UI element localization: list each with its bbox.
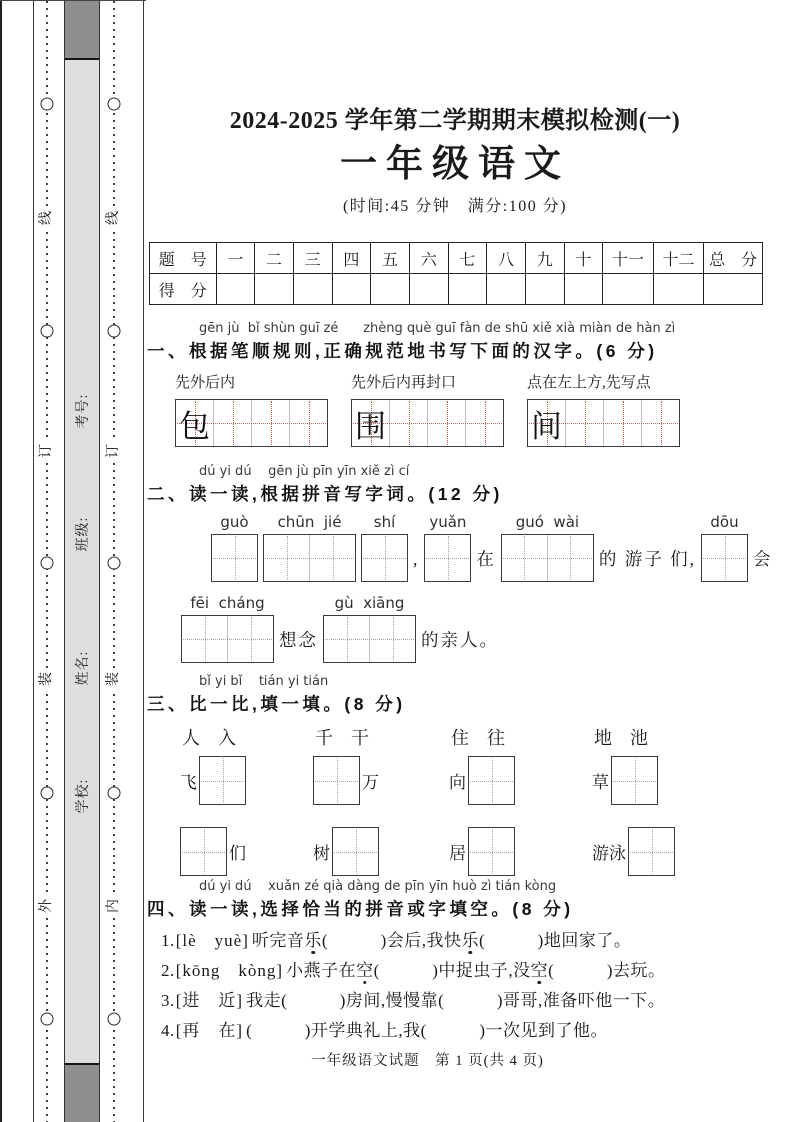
pinyin-box-unit xyxy=(263,513,356,582)
item-options: [进 近] xyxy=(175,991,244,1010)
pinyin-label: yuǎn xyxy=(429,513,467,531)
pinyin-box-unit xyxy=(701,513,748,582)
model-character: 围 xyxy=(355,408,386,444)
compare-group xyxy=(180,726,313,876)
binding-char: 订 xyxy=(105,441,123,461)
score-table-header-cell: 八 xyxy=(487,243,526,274)
item-options: [lè yuè] xyxy=(175,931,249,950)
writing-group xyxy=(351,373,503,447)
student-info-strip xyxy=(64,1,100,1122)
binding-circle xyxy=(108,787,121,800)
score-cell xyxy=(216,274,255,305)
answer-grid xyxy=(313,756,360,805)
score-table-header-cell: 六 xyxy=(409,243,448,274)
binding-circle xyxy=(108,325,121,338)
grid-cell xyxy=(324,616,370,662)
grid-cell xyxy=(370,616,415,662)
pinyin-box-unit xyxy=(211,513,258,582)
grid-cell xyxy=(228,616,273,662)
inline-text: 在 xyxy=(476,549,496,569)
item-options: [kōng kòng] xyxy=(175,961,284,980)
answer-grid xyxy=(332,827,379,876)
item-options: [再 在] xyxy=(175,1021,244,1040)
grid-cell xyxy=(502,535,548,581)
grid-cell xyxy=(212,535,257,581)
compare-group xyxy=(449,726,592,876)
fill-row xyxy=(180,827,313,876)
student-info-label: 考号: xyxy=(76,393,91,429)
item-text: 听完音乐( )会后,我快乐( )地回家了。 xyxy=(251,931,632,950)
score-table-header-cell: 十二 xyxy=(653,243,704,274)
section4-heading: 四、读一读,选择恰当的拼音或字填空。(8 分) xyxy=(147,899,574,919)
writing-group xyxy=(175,373,327,447)
fill-suffix: 们 xyxy=(229,844,246,863)
binding-circle xyxy=(108,557,121,570)
answer-grid xyxy=(199,756,246,805)
fill-prefix: 树 xyxy=(313,844,330,863)
grid-cell xyxy=(252,400,290,446)
item-number: 1. xyxy=(161,931,175,950)
score-table-header-cell: 三 xyxy=(293,243,332,274)
score-table-header-cell: 十一 xyxy=(603,243,654,274)
pinyin-label: dōu xyxy=(710,513,739,531)
binding-circle xyxy=(41,98,54,111)
binding-char: 订 xyxy=(38,441,56,461)
grid-cell xyxy=(390,400,428,446)
score-cell xyxy=(409,274,448,305)
pinyin-label: chūn jié xyxy=(277,513,342,531)
student-info-label: 学校: xyxy=(76,778,91,814)
section1-heading: 一、根据笔顺规则,正确规范地书写下面的汉字。(6 分) xyxy=(147,341,658,361)
fill-row xyxy=(592,756,722,805)
inline-text: 的 游子 们, xyxy=(598,549,696,569)
fill-row xyxy=(449,827,592,876)
fill-prefix: 居 xyxy=(449,844,466,863)
binding-char: 线 xyxy=(105,208,123,228)
item-number: 4. xyxy=(161,1021,175,1040)
binding-char: 装 xyxy=(38,669,56,689)
item-number: 2. xyxy=(161,961,175,980)
fill-row xyxy=(313,827,449,876)
pinyin-box-unit xyxy=(424,513,471,582)
student-info-label: 姓名: xyxy=(76,650,91,686)
binding-circle xyxy=(41,1013,54,1026)
grid-cell xyxy=(310,535,355,581)
stroke-order-hint: 先外后内再封口 xyxy=(351,375,457,391)
answer-grid xyxy=(263,534,356,582)
section4-pinyin: dú yi dú xuǎn zé qià dàng de pīn yīn huò zì tián kòng xyxy=(199,879,557,894)
page-edge-line xyxy=(0,1,2,1122)
stroke-order-hint: 先外后内 xyxy=(175,375,236,391)
section2-pinyin: dú yi dú gēn jù pīn yīn xiě zì cí xyxy=(199,464,410,479)
answer-grid xyxy=(181,615,274,663)
section3-pinyin: bǐ yi bǐ tián yi tián xyxy=(199,674,329,689)
strip-dark-bottom-block xyxy=(65,1063,99,1122)
fill-row xyxy=(313,756,449,805)
binding-circle xyxy=(108,98,121,111)
margin-rule-inner xyxy=(143,1,144,1122)
score-table-header-cell: 九 xyxy=(525,243,564,274)
score-table-header-cell: 二 xyxy=(255,243,294,274)
score-row-label: 得 分 xyxy=(150,274,217,305)
binding-circle xyxy=(108,1013,121,1026)
grid-cell xyxy=(425,535,470,581)
page-footer: 一年级语文试题 第 1 页(共 4 页) xyxy=(311,1053,544,1069)
pinyin-label: fēi cháng xyxy=(190,594,265,612)
grid-cell xyxy=(290,400,327,446)
character-pair: 住 往 xyxy=(451,728,505,748)
section1-pinyin: gēn jù bǐ shùn guī zé zhèng què guī fàn de shū xiě xià miàn de hàn zì xyxy=(199,321,676,336)
model-character: 包 xyxy=(179,408,210,444)
score-cell xyxy=(603,274,654,305)
grid-cell xyxy=(314,757,359,804)
emphasized-char: 乐 xyxy=(461,931,479,950)
emphasized-char: 乐 xyxy=(304,931,322,950)
pinyin-label: guò xyxy=(220,513,249,531)
exam-item-2 xyxy=(147,959,763,982)
writing-group xyxy=(527,373,679,447)
section4-items xyxy=(147,929,763,1042)
stroke-order-hint: 点在左上方,先写点 xyxy=(527,375,651,391)
binding-char: 装 xyxy=(105,669,123,689)
grid-cell xyxy=(362,535,407,581)
grid-cell xyxy=(566,400,604,446)
score-table-header-cell: 五 xyxy=(371,243,410,274)
score-table-header-cell: 题 号 xyxy=(150,243,217,274)
inline-text: 会 xyxy=(753,549,773,569)
answer-grid xyxy=(701,534,748,582)
pinyin-answer-line xyxy=(147,594,763,663)
pinyin-answer-line xyxy=(147,513,773,582)
answer-grid xyxy=(501,534,594,582)
binding-circle xyxy=(41,557,54,570)
binding-line-inner xyxy=(106,1,121,1122)
score-table xyxy=(149,242,763,305)
fill-row xyxy=(180,756,313,805)
fill-prefix: 向 xyxy=(449,773,466,792)
grid-cell xyxy=(642,400,679,446)
character-pair: 地 池 xyxy=(594,728,648,748)
section3-compare-row xyxy=(147,726,763,876)
score-cell xyxy=(525,274,564,305)
binding-margin xyxy=(0,0,146,1122)
score-cell xyxy=(371,274,410,305)
character-pair: 人 入 xyxy=(182,728,236,748)
answer-grid xyxy=(468,827,515,876)
pinyin-box-unit xyxy=(501,513,594,582)
fill-row xyxy=(449,756,592,805)
grid-cell xyxy=(528,400,566,446)
exam-content xyxy=(147,0,773,1122)
emphasized-char: 空 xyxy=(530,961,549,980)
item-text: ( )开学典礼上,我( )一次见到了他。 xyxy=(246,1021,609,1040)
inline-text: , xyxy=(413,549,420,569)
section3-heading: 三、比一比,填一填。(8 分) xyxy=(147,694,406,714)
grid-cell xyxy=(264,535,310,581)
score-cell xyxy=(564,274,603,305)
strip-dark-top-block xyxy=(65,1,99,60)
pinyin-label: guó wài xyxy=(515,513,580,531)
exam-meta: (时间:45 分钟 满分:100 分) xyxy=(342,198,568,215)
grid-cell xyxy=(466,400,503,446)
model-character: 间 xyxy=(531,408,562,444)
grid-cell xyxy=(333,828,378,875)
score-table-header-row xyxy=(150,243,763,274)
binding-char: 内 xyxy=(105,896,123,916)
answer-grid xyxy=(611,756,658,805)
item-text: 我走( )房间,慢慢靠( )哥哥,准备吓他一下。 xyxy=(246,991,666,1010)
pinyin-box-unit xyxy=(323,594,416,663)
grid-cell xyxy=(214,400,252,446)
answer-grid xyxy=(180,827,227,876)
grid-cell xyxy=(604,400,642,446)
score-cell xyxy=(448,274,487,305)
grid-cell xyxy=(352,400,390,446)
grid-cell xyxy=(428,400,466,446)
exam-title: 2024-2025 学年第二学期期末模拟检测(一) xyxy=(229,108,681,134)
score-table-header-cell: 七 xyxy=(448,243,487,274)
binding-line-outer xyxy=(39,1,54,1122)
exam-item-4 xyxy=(147,1019,763,1042)
answer-grid xyxy=(468,756,515,805)
grid-cell xyxy=(702,535,747,581)
exam-subtitle: 一年级语文 xyxy=(340,144,570,185)
binding-char: 外 xyxy=(38,896,56,916)
grid-cell xyxy=(612,757,657,804)
binding-circle xyxy=(41,787,54,800)
item-number: 3. xyxy=(161,991,175,1010)
student-info-label: 班级: xyxy=(76,516,91,552)
answer-grid xyxy=(361,534,408,582)
margin-rule-outer xyxy=(33,1,34,1122)
grid-cell xyxy=(181,828,226,875)
answer-grid xyxy=(628,827,675,876)
answer-grid xyxy=(424,534,471,582)
pinyin-label: shí xyxy=(373,513,396,531)
score-cell xyxy=(255,274,294,305)
compare-group xyxy=(592,726,722,876)
answer-grid xyxy=(351,399,504,447)
exam-item-3 xyxy=(147,989,763,1012)
section2-heading: 二、读一读,根据拼音写字词。(12 分) xyxy=(147,484,503,504)
score-cell xyxy=(704,274,763,305)
section1-writing-row xyxy=(147,373,763,447)
binding-circle xyxy=(41,325,54,338)
grid-cell xyxy=(469,757,514,804)
score-cell xyxy=(332,274,371,305)
answer-grid xyxy=(527,399,680,447)
pinyin-label: gù xiāng xyxy=(334,594,405,612)
grid-cell xyxy=(176,400,214,446)
score-cell xyxy=(653,274,704,305)
exam-item-1 xyxy=(147,929,763,952)
item-text: 小燕子在空( )中捉虫子,没空( )去玩。 xyxy=(286,961,666,980)
pinyin-box-unit xyxy=(361,513,408,582)
grid-cell xyxy=(200,757,245,804)
grid-cell xyxy=(469,828,514,875)
section2-answer-lines xyxy=(147,513,773,663)
answer-grid xyxy=(323,615,416,663)
inline-text: 想念 xyxy=(279,630,318,650)
fill-prefix: 飞 xyxy=(180,773,197,792)
grid-cell xyxy=(629,828,674,875)
fill-row xyxy=(592,827,722,876)
fill-suffix: 万 xyxy=(362,773,379,792)
compare-group xyxy=(313,726,449,876)
binding-char: 线 xyxy=(38,208,56,228)
grid-cell xyxy=(548,535,593,581)
score-cell xyxy=(293,274,332,305)
score-table-header-cell: 四 xyxy=(332,243,371,274)
emphasized-char: 空 xyxy=(356,961,374,980)
score-table-header-cell: 十 xyxy=(564,243,603,274)
inline-text: 的亲人。 xyxy=(421,630,499,650)
grid-cell xyxy=(182,616,228,662)
answer-grid xyxy=(211,534,258,582)
score-cell xyxy=(487,274,526,305)
score-table-score-row xyxy=(150,274,763,305)
score-table-header-cell: 一 xyxy=(216,243,255,274)
fill-prefix: 草 xyxy=(592,773,609,792)
score-table-header-cell: 总 分 xyxy=(704,243,763,274)
fill-prefix: 游泳 xyxy=(592,844,626,863)
answer-grid xyxy=(175,399,328,447)
character-pair: 千 干 xyxy=(315,728,369,748)
pinyin-box-unit xyxy=(181,594,274,663)
